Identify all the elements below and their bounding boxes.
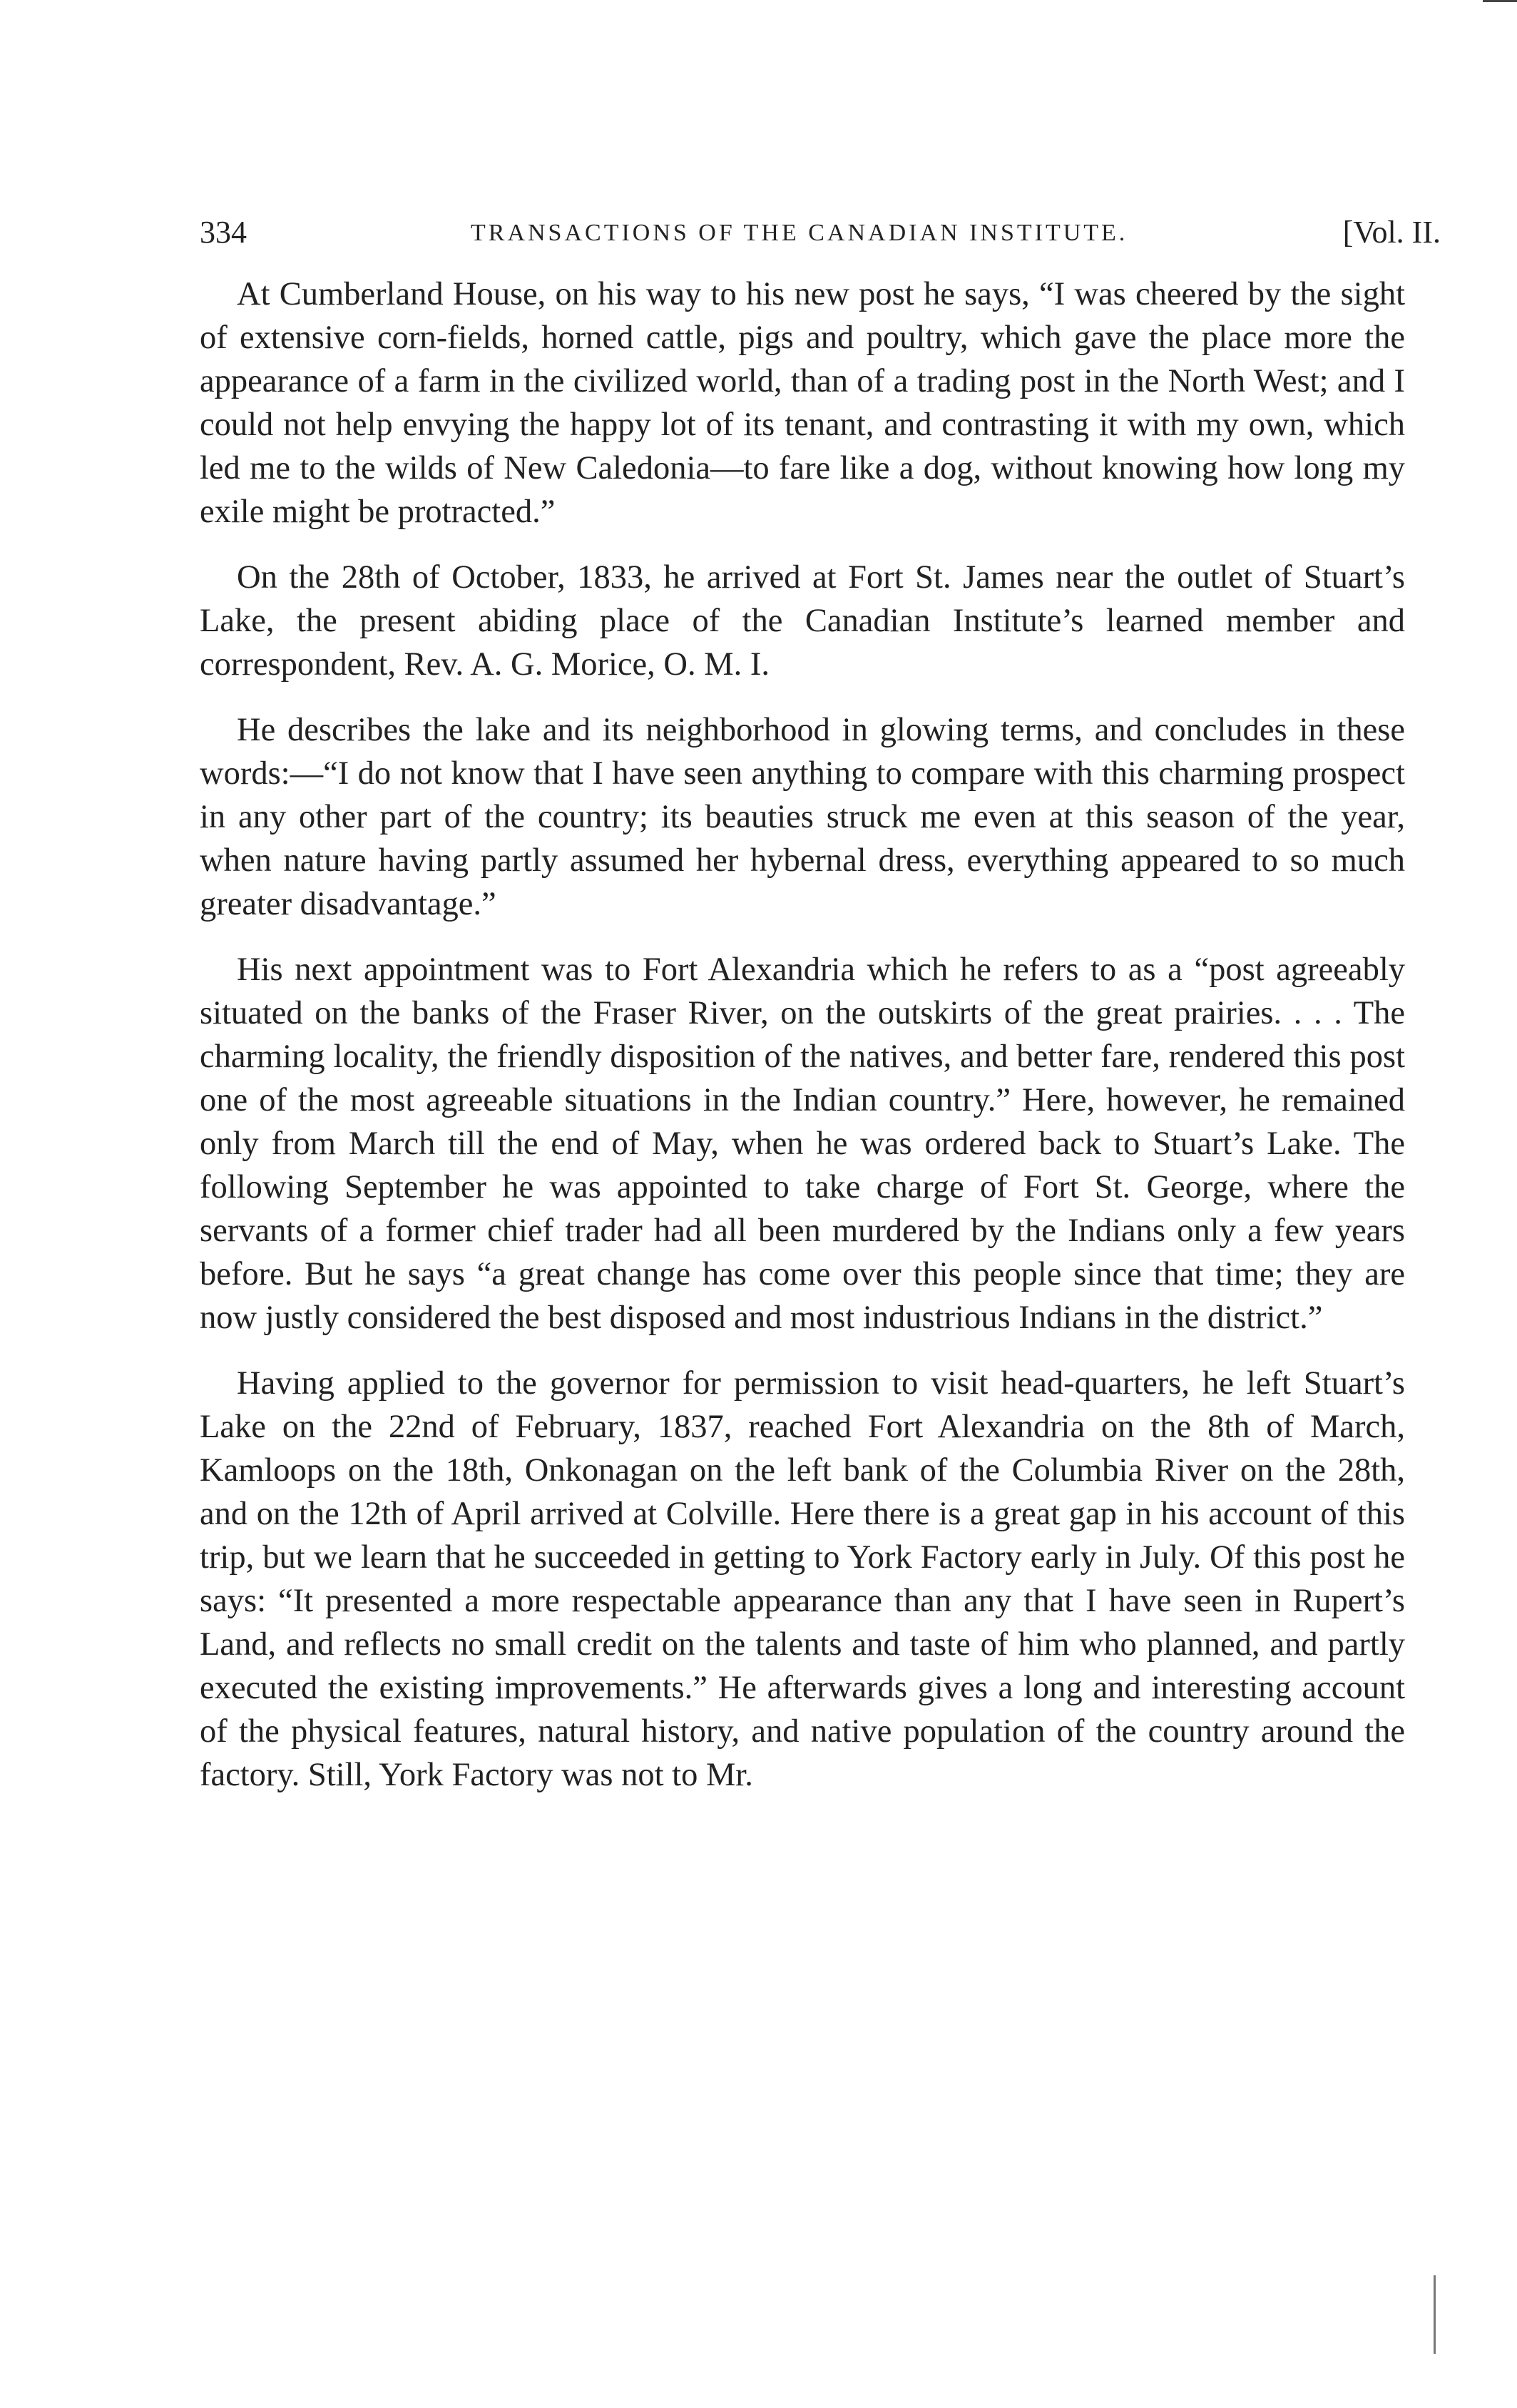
paragraph-lake-description: He describes the lake and its neighborhood in glowing terms, and concludes in these words:—“I do not know that I have seen anything to compare with this charming prospect in any other part of the country; its beauties struck me even at this season of the year, when nature having partly assumed her hybernal dress, everything appeared to so much greater disadvantage.” — [200, 712, 1405, 922]
body-text — [200, 272, 1405, 1819]
margin-mark — [1434, 2275, 1436, 2354]
paragraph-fort-alexandria: His next appointment was to Fort Alexandria which he refers to as a “post agreeably situated on the banks of the Fraser River, on the outskirts of the great prairies. . . . The charming locality, the friendly disposition of the natives, and better fare, rendered this post one of the most agreeable situations in the Indian country.” Here, however, he remained only from March till the end of May, when he was ordered back to Stuart’s Lake. The following September he was appointed to take charge of Fort St. George, where the servants of a former chief trader had all been murdered by the Indians only a few years before. But he says “a great change has come over this people since that time; they are now justly considered the best disposed and most industrious Indians in the district.” — [200, 952, 1405, 1336]
volume-label: [Vol. II. — [1342, 215, 1441, 250]
scan-corner-mark — [1483, 0, 1517, 2]
paragraph-york-factory: Having applied to the governor for permission to visit head-quarters, he left Stuart’s Lake on the 22nd of February, 1837, reached Fort Alexandria on the 8th of March, Kamloops on the 18th, Onkonagan on the left bank of the Columbia River on the 28th, and on the 12th of April arrived at Colville. Here there is a great gap in his account of this trip, but we learn that he succeeded in getting to York Factory early in July. Of this post he says: “It presented a more respectable appearance than any that I have seen in Rupert’s Land, and reflects no small credit on the talents and taste of him who planned, and partly executed the existing improvements.” He afterwards gives a long and interesting account of the physical features, natural history, and native population of the country around the factory. Still, York Factory was not to Mr. — [200, 1365, 1405, 1793]
paragraph-cumberland-house: At Cumberland House, on his way to his new post he says, “I was cheered by the sight of extensive corn-fields, horned cattle, pigs and poultry, which gave the place more the appearance of a farm in the civilized world, than of a trading post in the North West; and I could not help envying the happy lot of its tenant, and contrasting it with my own, which led me to the wilds of New Caledonia—to fare like a dog, without knowing how long my exile might be protracted.” — [200, 276, 1405, 530]
paragraph-fort-st-james: On the 28th of October, 1833, he arrived at Fort St. James near the outlet of Stuart’s Lake, the present abiding place of the Canadian Institute’s learned member and correspondent, Rev. A. G. Morice, O. M. I. — [200, 559, 1405, 683]
running-title: TRANSACTIONS OF THE CANADIAN INSTITUTE. — [471, 220, 1128, 246]
page-number: 334 — [200, 215, 247, 250]
running-header — [200, 214, 1441, 257]
